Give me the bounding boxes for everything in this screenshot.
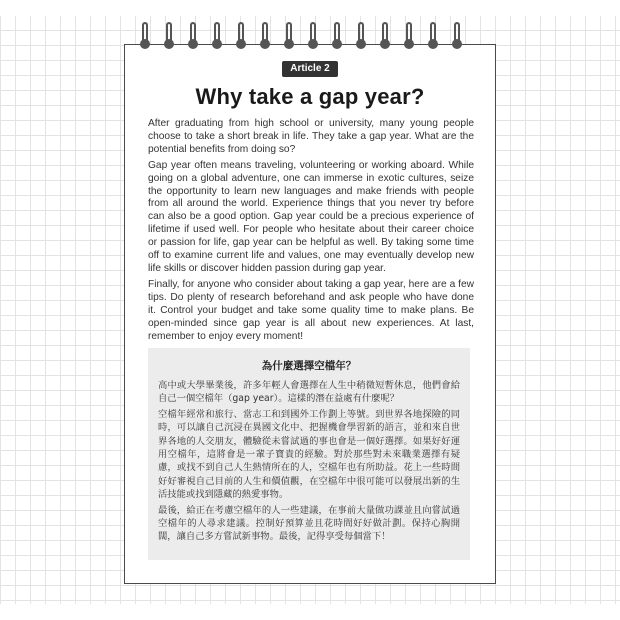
article-paragraph: After graduating from high school or university, many young people choose to take a short break in life. They take a gap year. What are the potential benefits from doing so? (148, 118, 474, 155)
binding-ring-icon (140, 22, 150, 52)
binding-ring-icon (212, 22, 222, 52)
article-title: Why take a gap year? (195, 84, 425, 109)
translation-title: 為什麼選擇空檔年？ (261, 360, 357, 372)
translation-box (148, 348, 470, 560)
binding-ring-icon (236, 22, 246, 52)
spiral-binding (140, 22, 480, 62)
top-margin (0, 0, 620, 16)
article-tag: Article 2 (282, 61, 338, 77)
binding-ring-icon (260, 22, 270, 52)
article-paragraph: Finally, for anyone who consider about taking a gap year, here are a few tips. Do plenty of research beforehand and ask people who have done it. Control your budget and take some quality time to make plans. Be open-minded since gap year is all about new experiences. At last, remember to enjoy every moment! (148, 278, 474, 342)
binding-ring-icon (308, 22, 318, 52)
bottom-margin (0, 604, 620, 620)
binding-ring-icon (284, 22, 294, 52)
binding-ring-icon (188, 22, 198, 52)
binding-ring-icon (428, 22, 438, 52)
binding-ring-icon (356, 22, 366, 52)
translation-paragraph: 空檔年經常和旅行、當志工和到國外工作劃上等號。到世界各地探險的同時，可以讓自己沉浸在異國文化中、把握機會學習新的語言，並和來自世界各地的人交朋友，體驗從未嘗試過的事也會是一個好選擇。如果好好運用空檔年，這將會是一輩子寶貴的經驗。對於那些對未來職業選擇有疑慮，或找不到自己人生熱情所在的人，空檔年也有所助益。花上一些時間好好審視自己目前的人生和價值觀，在空檔年中很可能可以發展出新的生活技能或找到隱藏的熱愛事物。 (158, 408, 460, 501)
binding-ring-icon (404, 22, 414, 52)
binding-ring-icon (164, 22, 174, 52)
translation-paragraph: 最後，給正在考慮空檔年的人一些建議，在事前大量做功課並且向嘗試過空檔年的人尋求建議。控制好預算並且花時間好好做計劃。保持心胸開闊，讓自己多方嘗試新事物。最後，記得享受每個當下！ (158, 504, 460, 543)
article-paragraph: Gap year often means traveling, volunteering or working aboard. While going on a global adventure, one can immerse in exotic cultures, seize the opportunity to learn new languages and make friends with people from all around the world. Experience things that you never try before can also be a good option. Gap year could be a precious experience of lifetime if used well. For people who hesitate about their career choice or passion for life, gap year can be helpful as well. By taking some time off to examine current life and values, one may eventually develop new life skills or discover hidden passion during gap year. (148, 159, 474, 274)
binding-ring-icon (452, 22, 462, 52)
article-body (148, 118, 474, 346)
binding-ring-icon (380, 22, 390, 52)
translation-body (158, 379, 460, 544)
binding-ring-icon (332, 22, 342, 52)
translation-paragraph: 高中或大學畢業後，許多年輕人會選擇在人生中稍微短暫休息，他們會給自己一個空檔年（gap year）。這樣的潛在益處有什麼呢？ (158, 380, 460, 405)
